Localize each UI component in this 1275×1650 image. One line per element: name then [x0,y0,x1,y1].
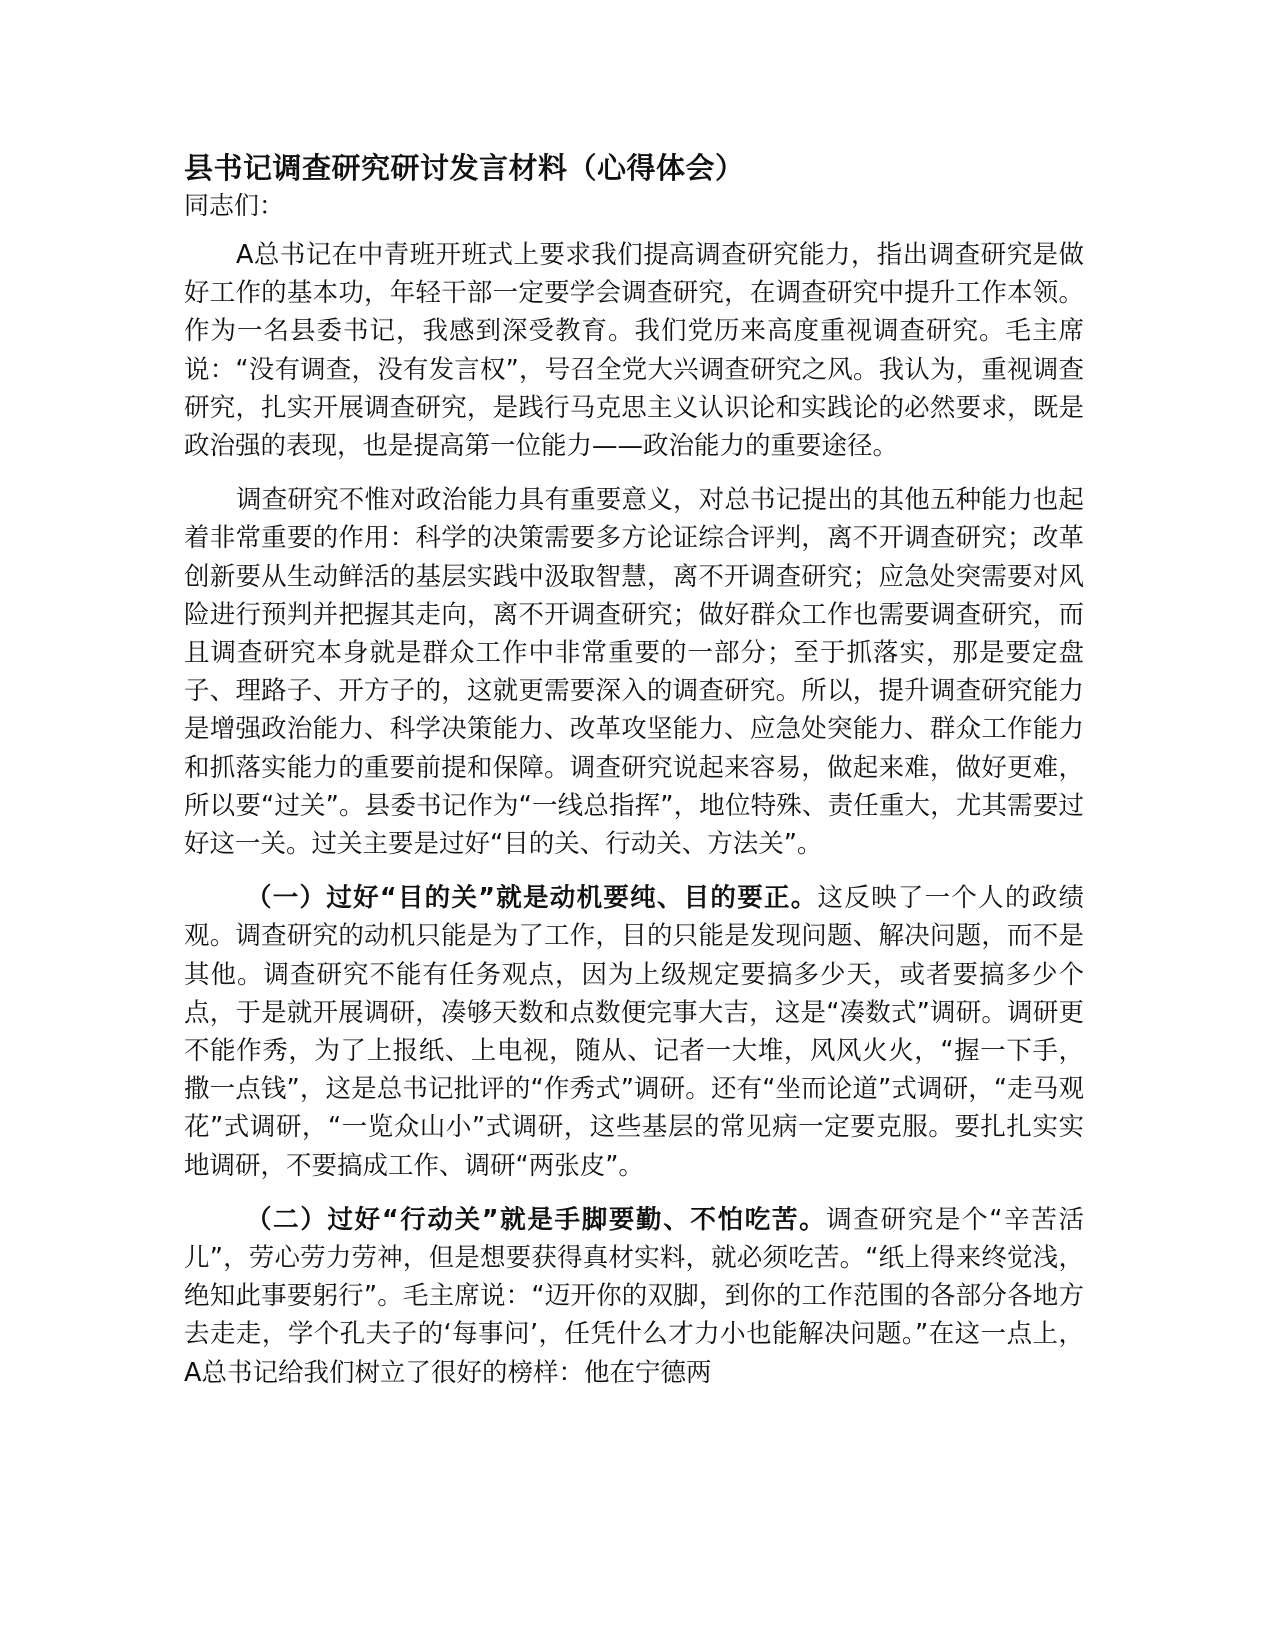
paragraph-abilities [184,481,1084,863]
paragraph-lead-heading: （二）过好“行动关”就是手脚要勤、不怕吃苦。 [246,1204,827,1235]
paragraph-text: A总书记在中青班开班式上要求我们提高调查研究能力，指出调查研究是做好工作的基本功，年轻干部一定要学会调查研究，在调查研究中提升工作本领。作为一名县委书记，我感到深受教育。我们党历来高度重视调查研究。毛主席说：“没有调查，没有发言权”，号召全党大兴调查研究之风。我认为，重视调查研究，扎实开展调查研究，是践行马克思主义认识论和实践论的必然要求，既是政治强的表现，也是提高第一位能力——政治能力的重要途径。 [184,240,1084,462]
document-title: 县书记调查研究研讨发言材料（心得体会） [184,151,745,185]
paragraph-text: 调查研究不惟对政治能力具有重要意义，对总书记提出的其他五种能力也起着非常重要的作用：科学的决策需要多方论证综合评判，离不开调查研究；改革创新要从生动鲜活的基层实践中汲取智慧，离不开调查研究；应急处突需要对风险进行预判并把握其走向，离不开调查研究；做好群众工作也需要调查研究，而且调查研究本身就是群众工作中非常重要的一部分；至于抓落实，那是要定盘子、理路子、开方子的，这就更需要深入的调查研究。所以，提升调查研究能力是增强政治能力、科学决策能力、改革攻坚能力、应急处突能力、群众工作能力和抓落实能力的重要前提和保障。调查研究说起来容易，做起来难，做好更难，所以要“过关”。县委书记作为“一线总指挥”，地位特殊、责任重大，尤其需要过好这一关。过关主要是过好“目的关、行动关、方法关”。 [184,485,1084,860]
paragraph-intro [184,236,1084,465]
paragraph-lead-heading: （一）过好“目的关”就是动机要纯、目的要正。 [246,883,818,914]
paragraph-text: 这反映了一个人的政绩观。调查研究的动机只能是为了工作，目的只能是发现问题、解决问题，而不是其他。调查研究不能有任务观点，因为上级规定要搞多少天，或者要搞多少个点，于是就开展调研，凑够天数和点数便完事大吉，这是“凑数式”调研。调研更不能作秀，为了上报纸、上电视，随从、记者一大堆，风风火火，“握一下手，撒一点钱”，这是总书记批评的“作秀式”调研。还有“坐而论道”式调研，“走马观花”式调研，“一览众山小”式调研，这些基层的常见病一定要克服。要扎扎实实地调研，不要搞成工作、调研“两张皮”。 [184,883,1084,1181]
paragraph-text: 调查研究是个“辛苦活儿”，劳心劳力劳神，但是想要获得真材实料，就必须吃苦。“纸上得来终觉浅，绝知此事要躬行”。毛主席说：“迈开你的双脚，到你的工作范围的各部分各地方去走走，学个孔夫子的‘每事问’，任凭什么才力小也能解决问题。”在这一点上，A总书记给我们树立了很好的榜样：他在宁德两 [184,1204,1084,1388]
document-body [184,148,1084,1408]
salutation: 同志们： [184,191,285,220]
paragraph-action-gate [184,1201,1084,1392]
paragraph-purpose-gate [184,879,1084,1185]
